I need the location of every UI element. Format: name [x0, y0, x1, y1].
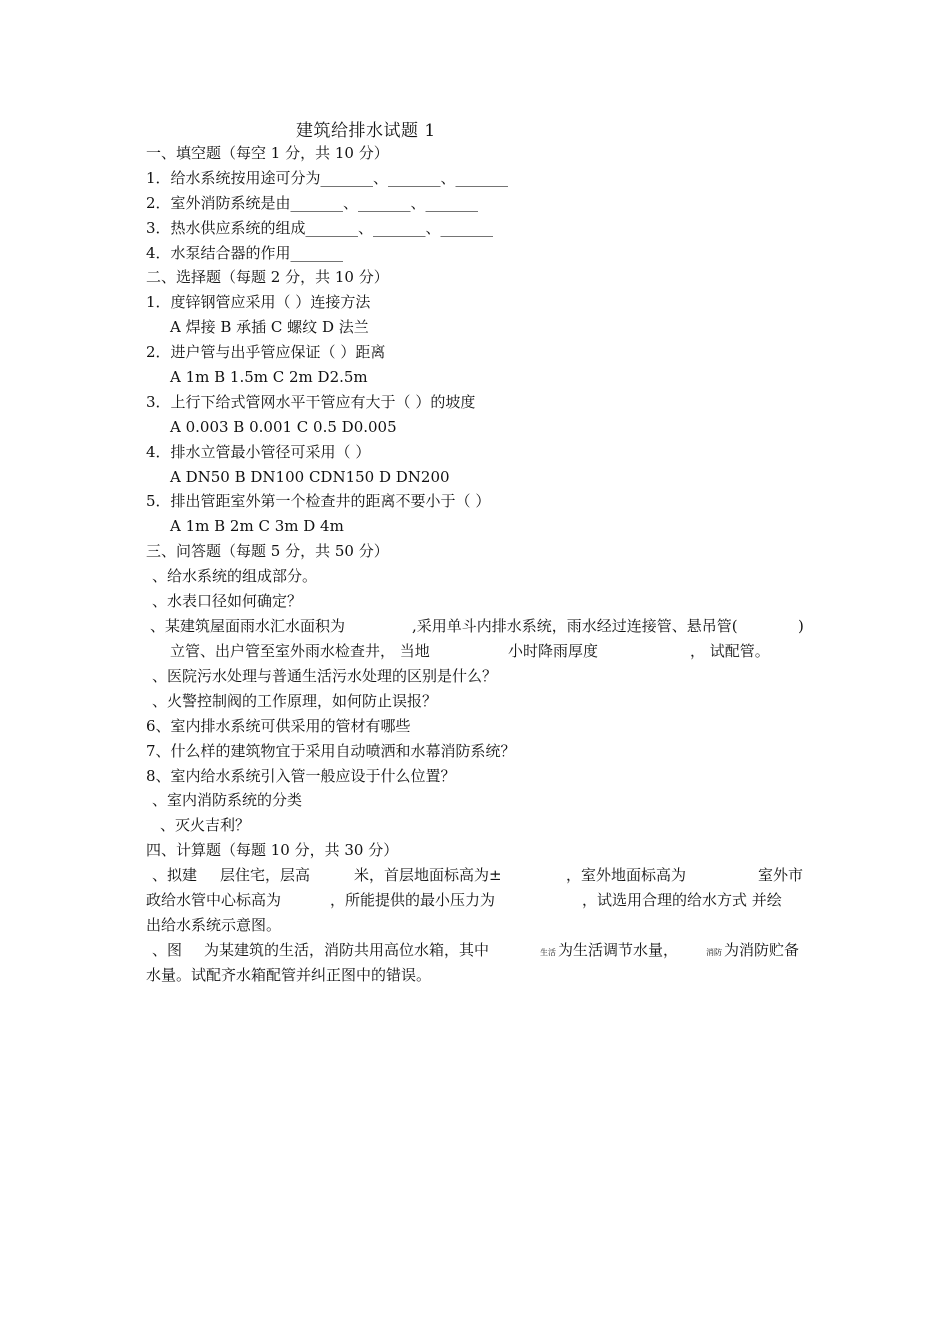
calc-question-2-part1: 、图: [152, 941, 183, 959]
choice-options-4: A DN50 B DN100 CDN150 D DN200: [170, 468, 450, 486]
calc-question-1-part2: 层住宅，层高: [220, 866, 311, 884]
essay-question-10: 、灭火吉利？: [160, 816, 251, 834]
essay-question-3-part3: ): [798, 617, 804, 635]
calc-question-2-part2: 为某建筑的生活，消防共用高位水箱，其中: [204, 941, 490, 959]
essay-question-2: 、水表口径如何确定？: [152, 592, 303, 610]
essay-question-6: 6、室内排水系统可供采用的管材有哪些: [146, 717, 411, 735]
page-title: 建筑给排水试题 1: [296, 121, 436, 141]
calc-question-2-subscript-1: 生活: [540, 948, 556, 957]
calc-question-1-part7: ，所能提供的最小压力为: [330, 891, 496, 909]
essay-question-9: 、室内消防系统的分类: [152, 791, 303, 809]
section3-heading: 三、问答题（每题 5 分，共 50 分）: [146, 542, 389, 560]
essay-question-1: 、给水系统的组成部分。: [152, 567, 318, 585]
calc-question-1-part9: 出给水系统示意图。: [146, 916, 282, 934]
calc-question-2-part3: 为生活调节水量，: [558, 941, 679, 959]
fill-question-3: 3．热水供应系统的组成_______、_______、_______: [146, 219, 494, 237]
essay-question-8: 8、室内给水系统引入管一般应设于什么位置？: [146, 767, 456, 785]
section1-heading: 一、填空题（每空 1 分，共 10 分）: [146, 144, 389, 162]
essay-question-3-part4: 立管、出户管至室外雨水检查井， 当地: [170, 642, 430, 660]
fill-question-2: 2．室外消防系统是由_______、_______、_______: [146, 194, 479, 212]
fill-question-1: 1．给水系统按用途可分为_______、_______、_______: [146, 169, 509, 187]
calc-question-1-part5: 室外市: [758, 866, 804, 884]
calc-question-1-part6: 政给水管中心标高为: [146, 891, 282, 909]
section2-heading: 二、选择题（每题 2 分，共 10 分）: [146, 268, 389, 286]
choice-options-2: A 1m B 1.5m C 2m D2.5m: [170, 368, 368, 386]
essay-question-4: 、医院污水处理与普通生活污水处理的区别是什么？: [152, 667, 498, 685]
calc-question-2-part4: 为消防贮备: [724, 941, 800, 959]
calc-question-1-part3: 米，首层地面标高为±: [354, 866, 502, 884]
choice-question-3: 3．上行下给式管网水平干管应有大于（ ）的坡度: [146, 393, 476, 411]
choice-question-4: 4．排水立管最小管径可采用（ ）: [146, 443, 371, 461]
essay-question-7: 7、什么样的建筑物宜于采用自动喷洒和水幕消防系统？: [146, 742, 516, 760]
choice-question-5: 5．排出管距室外第一个检查井的距离不要小于（ ）: [146, 492, 491, 510]
fill-question-4: 4．水泵结合器的作用_______: [146, 244, 344, 262]
choice-question-1: 1．度锌钢管应采用（ ）连接方法: [146, 293, 371, 311]
essay-question-3-part6: ， 试配管。: [690, 642, 770, 660]
calc-question-1-part1: 、拟建: [152, 866, 198, 884]
calc-question-1-part8: ，试选用合理的给水方式 并绘: [582, 891, 782, 909]
section4-heading: 四、计算题（每题 10 分，共 30 分）: [146, 841, 399, 859]
essay-question-5: 、火警控制阀的工作原理，如何防止误报？: [152, 692, 438, 710]
choice-options-1: A 焊接 B 承插 C 螺纹 D 法兰: [170, 318, 369, 336]
essay-question-3-part5: 小时降雨厚度: [508, 642, 599, 660]
essay-question-3-part2: ,采用单斗内排水系统，雨水经过连接管、悬吊管(: [412, 617, 738, 635]
calc-question-2-part5: 水量。试配齐水箱配管并纠正图中的错误。: [146, 966, 432, 984]
choice-options-3: A 0.003 B 0.001 C 0.5 D0.005: [170, 418, 397, 436]
calc-question-2-subscript-2: 消防: [706, 948, 722, 957]
choice-options-5: A 1m B 2m C 3m D 4m: [170, 517, 344, 535]
calc-question-1-part4: ，室外地面标高为: [566, 866, 687, 884]
choice-question-2: 2．进户管与出乎管应保证（ ）距离: [146, 343, 386, 361]
essay-question-3-part1: 、某建筑屋面雨水汇水面积为: [150, 617, 346, 635]
